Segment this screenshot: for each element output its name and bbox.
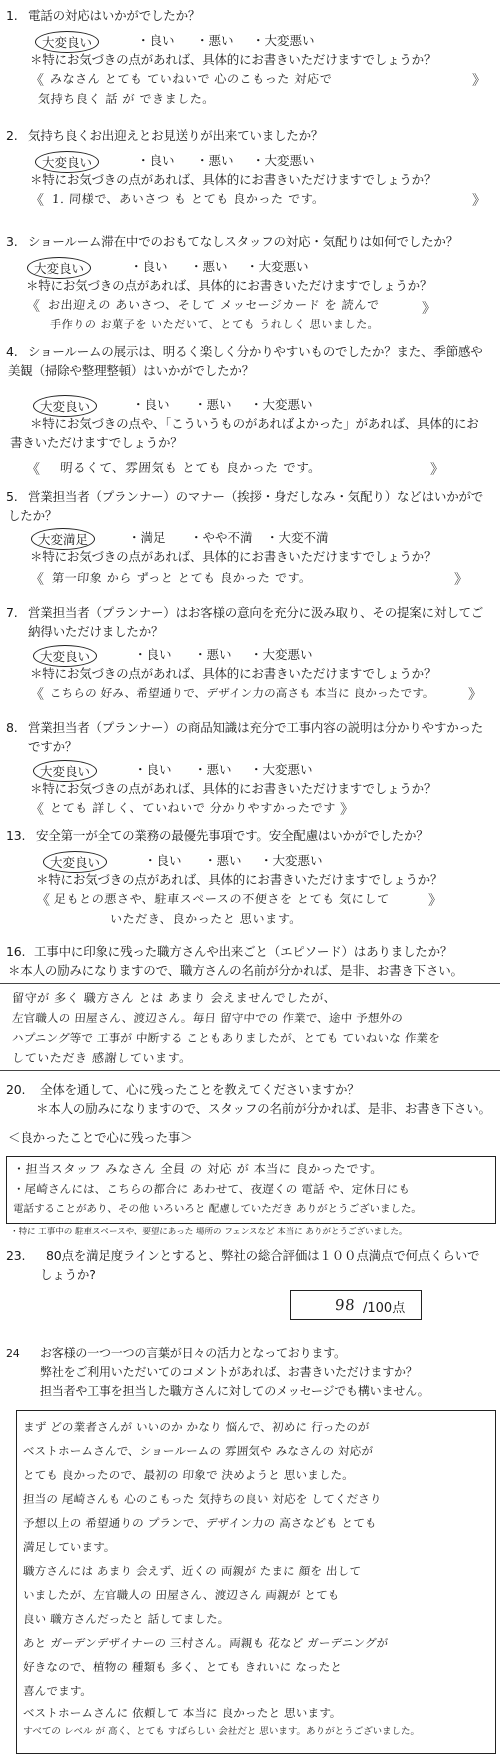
question-number: 16.: [6, 944, 26, 959]
answer-line: とても 詳しく、ていねいで 分かりやすかったです: [49, 801, 337, 815]
option[interactable]: ・悪い: [204, 853, 242, 868]
option[interactable]: ・大変悪い: [250, 762, 313, 777]
question-text: 気持ち良くお出迎えとお見送りが出来ていましたか？: [28, 128, 324, 143]
note-text: ＊特にお気づきの点があれば、具体的にお書きいただけますでしょうか？: [30, 52, 437, 67]
question-text: 安全第一が全ての業務の最優先事項です。安全配慮はいかがでしたか？: [36, 828, 429, 843]
question-text-cont: したか？: [8, 508, 58, 523]
option[interactable]: ・悪い: [190, 259, 228, 274]
option-selected[interactable]: 大変良い: [27, 257, 91, 279]
question-text: 営業担当者（プランナー）の商品知識は充分で工事内容の説明は分かりやすかった: [28, 720, 484, 735]
intro-line: 弊社をご利用いただいてのコメントがあれば、お書きいただけますか？: [40, 1365, 418, 1379]
answer-line: いただき、良かったと 思います。: [109, 912, 303, 926]
answer-line: 電話することがあり、その他 いろいろと 配慮していただき ありがとうございました。: [12, 1203, 423, 1215]
answer-line: 満足しています。: [22, 1540, 117, 1554]
question-2: [0, 126, 500, 211]
answer-line: 第一印象 から ずっと とても 良かった です。: [51, 571, 313, 585]
option[interactable]: ・大変悪い: [250, 397, 313, 412]
option[interactable]: ・悪い: [194, 762, 232, 777]
score-value: 98: [334, 1296, 356, 1314]
answer-line: あと ガーデンデザイナーの 三村さん。両親も 花など ガーデニングが: [22, 1636, 389, 1650]
bracket-open: 《: [30, 73, 44, 89]
question-5: [0, 487, 500, 590]
option[interactable]: ・大変悪い: [260, 853, 323, 868]
rating-options: [0, 30, 500, 50]
note-text: ＊特にお気づきの点があれば、具体的にお書きいただけますでしょうか？: [30, 172, 437, 187]
question-text-cont: 納得いただけましたか？: [28, 624, 164, 639]
option[interactable]: ・悪い: [194, 647, 232, 662]
intro-line: 担当者や工事を担当した職方さんに対してのメッセージでも構いません。: [40, 1384, 430, 1398]
question-24: [0, 1344, 500, 1401]
answer-line: ハプニング等で 工事が 中断する こともありましたが、とても ていねいな 作業を: [11, 1031, 441, 1045]
option[interactable]: ・大変悪い: [250, 647, 313, 662]
option[interactable]: ・良い: [134, 762, 172, 777]
answer-line: 足もとの悪さや、駐車スペースの不便さを とても 気にして: [53, 892, 391, 906]
answer-line: 明るくて、雰囲気も とても 良かった です。: [59, 460, 322, 475]
question-text: ショールームの展示は、明るく楽しく分かりやすいものでしたか？また、季節感や: [28, 344, 483, 359]
answer-line: 職方さんには あまり 会えず、近くの 両親が たまに 顔を 出して: [22, 1564, 362, 1578]
bracket-open: 《: [26, 299, 40, 315]
question-number: 4.: [6, 344, 18, 359]
answer-line: ベストホームさんに 依頼して 本当に 良かったと 思います。: [22, 1706, 343, 1720]
question-16-answer: [0, 988, 500, 1068]
answer-line: まず どの業者さんが いいのか かなり 悩んで、初めに 行ったのが: [22, 1420, 371, 1434]
option[interactable]: ・悪い: [194, 397, 232, 412]
bracket-close: 》: [454, 572, 468, 588]
question-13: [0, 826, 500, 929]
answer-line: 良い 職方さんだったと 話してました。: [22, 1612, 231, 1626]
rating-options: [0, 759, 500, 779]
option[interactable]: ・大変悪い: [252, 153, 315, 168]
handwritten-answer: [0, 189, 500, 211]
note-text: ＊特にお気づきの点があれば、具体的にお書きいただけますでしょうか？: [36, 872, 443, 887]
handwritten-answer: [0, 295, 500, 335]
question-23: [0, 1246, 500, 1284]
option[interactable]: ・悪い: [196, 33, 234, 48]
handwritten-answer: [0, 889, 500, 929]
question-text: ショールーム滞在中でのおもてなしスタッフの対応・気配りは如何でしたか？: [28, 234, 459, 249]
answer-line: 気持ち良く 話 が できました。: [37, 92, 216, 106]
answer-line: こちらの 好み、希望通りで、デザイン力の高さも 本当に 良かったです。: [49, 686, 436, 700]
option[interactable]: ・やや不満: [190, 530, 253, 545]
divider: [0, 1070, 500, 1071]
answer-line: 好きなので、植物の 種類も 多く、とても きれいに なったと: [22, 1660, 343, 1674]
option[interactable]: ・満足: [128, 530, 166, 545]
answer-line: 手作りの お菓子を いただいて、とても うれしく 思いました。: [49, 318, 380, 331]
option-selected[interactable]: 大変良い: [33, 395, 97, 417]
comment-box: [16, 1410, 496, 1754]
bracket-open: 《: [30, 687, 44, 703]
intro-line: お客様の一つ一つの言葉が日々の活力となっております。: [40, 1346, 346, 1360]
handwritten-answer: [0, 683, 500, 705]
rating-options: [0, 850, 500, 870]
option-selected[interactable]: 大変良い: [33, 645, 97, 667]
rating-options: [0, 150, 500, 170]
answer-box: [6, 1156, 496, 1224]
option[interactable]: ・良い: [134, 647, 172, 662]
question-number: 24: [6, 1347, 20, 1360]
question-20: [0, 1080, 500, 1147]
rating-options: [0, 527, 500, 547]
bracket-close: 》: [472, 193, 486, 209]
note-text: ＊特にお気づきの点があれば、具体的にお書きいただけますでしょうか？: [30, 781, 437, 796]
option-selected[interactable]: 大変良い: [43, 851, 107, 873]
handwritten-answer: [0, 69, 500, 109]
bracket-open: 《: [30, 193, 44, 209]
question-number: 7.: [6, 605, 18, 620]
question-16: [0, 942, 500, 980]
answer-line: 留守が 多く 職方さん とは あまり 会えませんでしたが、: [11, 991, 337, 1005]
note-text-cont: 書きいただけますでしょうか？: [10, 435, 183, 450]
handwritten-answer: [0, 798, 500, 820]
bracket-open: 《: [36, 893, 50, 909]
answer-line: とても 良かったので、最初の 印象で 決めようと 思いました。: [22, 1468, 355, 1482]
option[interactable]: ・悪い: [196, 153, 234, 168]
note-text: ＊特にお気づきの点や、「こういうものがあればよかった」があれば、具体的にお: [30, 416, 479, 431]
answer-line: ・担当スタッフ みなさん 全員 の 対応 が 本当に 良かったです。: [12, 1162, 384, 1176]
question-1: [0, 6, 500, 109]
bracket-open: 《: [30, 572, 44, 588]
option[interactable]: ・良い: [137, 153, 175, 168]
question-7: [0, 603, 500, 705]
option-selected[interactable]: 大変満足: [31, 528, 95, 550]
question-text: 全体を通して、心に残ったことを教えてくださいますか？: [40, 1082, 360, 1097]
note-text: ＊本人の励みになりますので、職方さんの名前が分かれば、是非、お書き下さい。: [8, 963, 463, 978]
option[interactable]: ・良い: [144, 853, 182, 868]
note-text: ＊特にお気づきの点があれば、具体的にお書きいただけますでしょうか？: [26, 278, 433, 293]
question-number: 23.: [6, 1248, 26, 1263]
rating-options: [0, 256, 500, 276]
option[interactable]: ・大変悪い: [246, 259, 309, 274]
option[interactable]: ・大変不満: [266, 530, 329, 545]
question-text-cont: 美観（掃除や整理整頓）はいかがでしたか？: [8, 363, 255, 378]
rating-options: [0, 394, 500, 414]
question-text: 営業担当者（プランナー）のマナー（挨拶・身だしなみ・気配り）などはいかがで: [28, 489, 484, 504]
answer-line: お出迎えの あいさつ、そして メッセージカード を 読んで: [47, 298, 380, 312]
answer-extra-line: ・特に 工事中の 駐車スペースや、要望にあった 場所の フェンスなど 本当に ありがとうございました。: [9, 1227, 408, 1237]
answer-line: 担当の 尾崎さんも 心のこもった 気持ちの良い 対応を してくださり: [22, 1492, 383, 1506]
handwritten-answer: [0, 568, 500, 590]
note-text: ＊特にお気づきの点があれば、具体的にお書きいただけますでしょうか？: [30, 666, 437, 681]
option[interactable]: ・良い: [130, 259, 168, 274]
question-number: 3.: [6, 234, 18, 249]
question-text-cont: しょうか?: [40, 1267, 96, 1282]
bracket-close: 》: [340, 802, 354, 818]
answer-line: 喜んでます。: [22, 1684, 93, 1698]
note-text: ＊特にお気づきの点があれば、具体的にお書きいただけますでしょうか？: [30, 549, 437, 564]
answer-line: ・尾崎さんには、こちらの都合に あわせて、夜遅くの 電話 や、定休日にも: [12, 1182, 411, 1196]
bracket-close: 》: [428, 893, 442, 909]
option[interactable]: ・大変悪い: [252, 33, 315, 48]
option-selected[interactable]: 大変良い: [35, 31, 99, 53]
bracket-open: 《: [30, 802, 44, 818]
question-4: [0, 342, 500, 482]
answer-line: 左官職人の 田屋さん、渡辺さん。毎日 留守中での 作業で、途中 予想外の: [11, 1011, 404, 1025]
score-box[interactable]: [290, 1290, 422, 1320]
note-text: ＊本人の励みになりますので、スタッフの名前が分かれば、是非、お書き下さい。: [36, 1101, 491, 1116]
subheading: ＜良かったことで心に残った事＞: [8, 1130, 193, 1145]
bracket-close: 》: [422, 301, 436, 317]
bracket-close: 》: [468, 687, 482, 703]
question-number: 13.: [6, 828, 26, 843]
question-text: 80点を満足度ラインとすると、弊社の総合評価は１００点満点で何点くらいで: [46, 1248, 480, 1263]
question-text: 営業担当者（プランナー）はお客様の意向を充分に汲み取り、その提案に対してご: [28, 605, 484, 620]
question-text: 電話の対応はいかがでしたか？: [28, 8, 201, 23]
answer-line: みなさん とても ていねいで 心のこもった 対応で: [49, 72, 333, 86]
question-number: 20.: [6, 1082, 26, 1097]
answer-line: ベストホームさんで、ショールームの 雰囲気や みなさんの 対応が: [22, 1444, 374, 1458]
divider: [0, 983, 500, 984]
question-number: 2.: [6, 128, 18, 143]
question-number: 5.: [6, 489, 18, 504]
question-3: [0, 232, 500, 335]
question-8: [0, 718, 500, 820]
rating-options: [0, 644, 500, 664]
q24-intro: [0, 1344, 500, 1401]
score-suffix: /100点: [363, 1301, 406, 1316]
question-text-cont: ですか？: [28, 739, 78, 754]
answer-line: 1. 同様で、あいさつ も とても 良かった です。: [51, 192, 326, 206]
answer-line: いましたが、左官職人の 田屋さん、渡辺さん 両親が とても: [22, 1588, 340, 1602]
question-text: 工事中に印象に残った職方さんや出来ごと（エピソード）はありましたか？: [34, 944, 453, 959]
option-selected[interactable]: 大変良い: [33, 760, 97, 782]
handwritten-answer: [0, 458, 500, 482]
question-number: 8.: [6, 720, 18, 735]
answer-line: していただき 感謝しています。: [11, 1051, 193, 1065]
option[interactable]: ・良い: [132, 397, 170, 412]
answer-line: 予想以上の 希望通りの プランで、デザイン力の 高さなども とても: [22, 1516, 378, 1530]
bracket-open: 《: [26, 462, 40, 478]
bracket-close: 》: [472, 73, 486, 89]
option[interactable]: ・良い: [137, 33, 175, 48]
question-number: 1.: [6, 8, 18, 23]
answer-line: すべての レベル が 高く、とても すばらしい 会社だと 思います。ありがとうございました。: [22, 1726, 421, 1737]
option-selected[interactable]: 大変良い: [35, 151, 99, 173]
bracket-close: 》: [430, 462, 444, 478]
